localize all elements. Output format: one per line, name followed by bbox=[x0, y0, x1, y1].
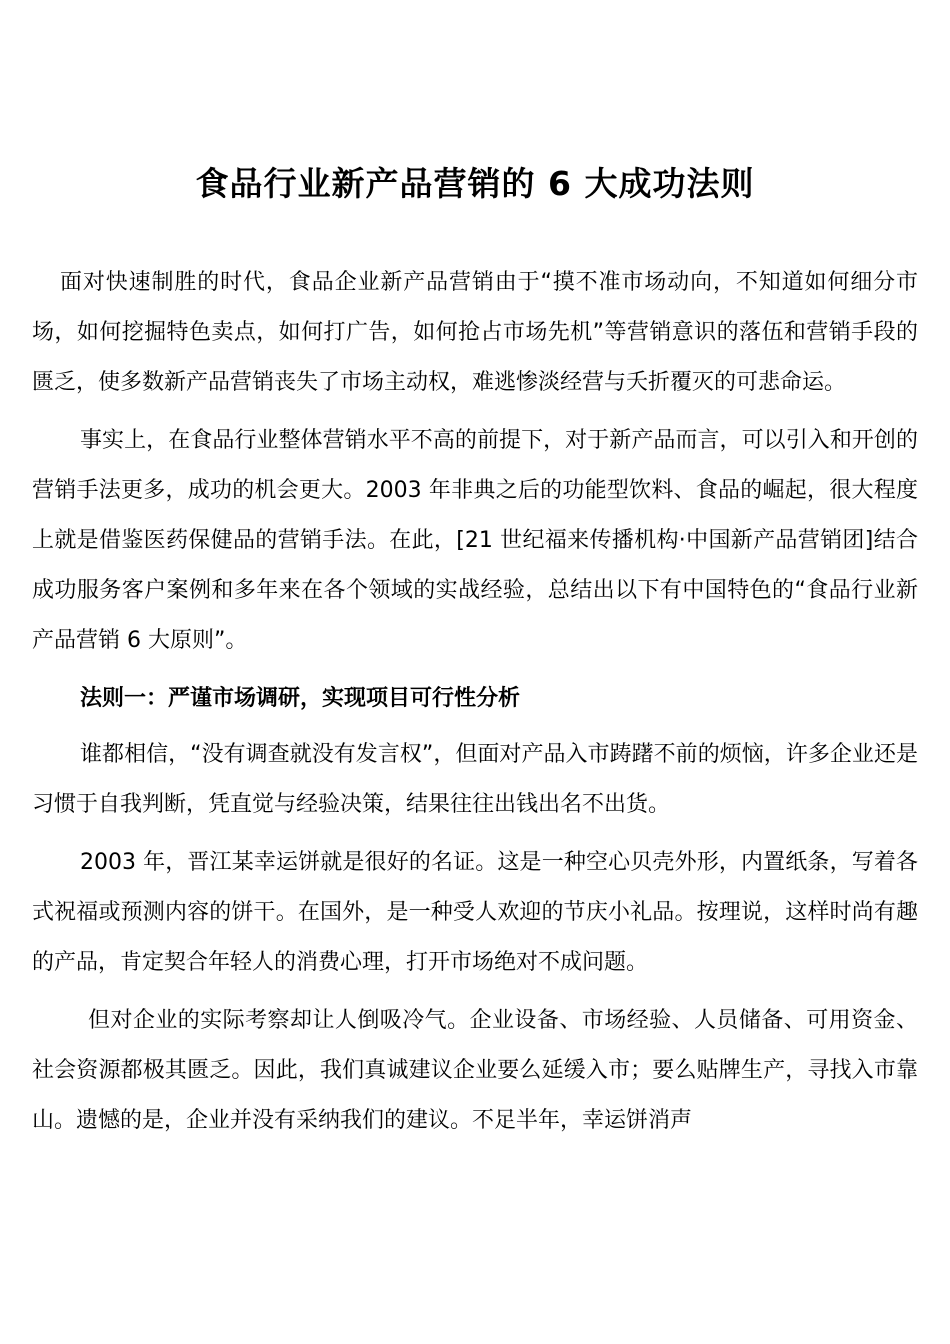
document-body bbox=[32, 258, 918, 1154]
document-title: 食品行业新产品营销的 6 大成功法则 bbox=[195, 164, 755, 203]
section-heading-rule-1: 法则一：严谨市场调研，实现项目可行性分析 bbox=[80, 686, 521, 711]
intro-paragraph-1: 面对快速制胜的时代，食品企业新产品营销由于“摸不准市场动向，不知道如何细分市场，如何挖掘特色卖点，如何打广告，如何抢占市场先机”等营销意识的落伍和营销手段的匮乏，使多数新产品营销丧失了市场主动权，难逃惨淡经营与夭折覆灭的可悲命运。 bbox=[32, 270, 918, 395]
section-paragraph-2: 2003 年，晋江某幸运饼就是很好的名证。这是一种空心贝壳外形，内置纸条，写着各式祝福或预测内容的饼干。在国外，是一种受人欢迎的节庆小礼品。按理说，这样时尚有趣的产品，肯定契合年轻人的消费心理，打开市场绝对不成问题。 bbox=[32, 850, 918, 975]
section-paragraph-1: 谁都相信，“没有调查就没有发言权”，但面对产品入市踌躇不前的烦恼，许多企业还是习惯于自我判断，凭直觉与经验决策，结果往往出钱出名不出货。 bbox=[32, 742, 918, 817]
intro-paragraph-2: 事实上，在食品行业整体营销水平不高的前提下，对于新产品而言，可以引入和开创的营销手法更多，成功的机会更大。2003 年非典之后的功能型饮料、食品的崛起，很大程度上就是借鉴医药保健品的营销手法。在此，[21 世纪福来传播机构·中国新产品营销团]结合成功服务客户案例和多年来在各个领域的实战经验，总结出以下有中国特色的“食品行业新产品营销 6 大原则”。 bbox=[32, 428, 918, 653]
section-paragraph-3: 但对企业的实际考察却让人倒吸冷气。企业设备、市场经验、人员储备、可用资金、社会资源都极其匮乏。因此，我们真诚建议企业要么延缓入市；要么贴牌生产，寻找入市靠山。遗憾的是，企业并没有采纳我们的建议。不足半年，幸运饼消声 bbox=[32, 1008, 918, 1133]
